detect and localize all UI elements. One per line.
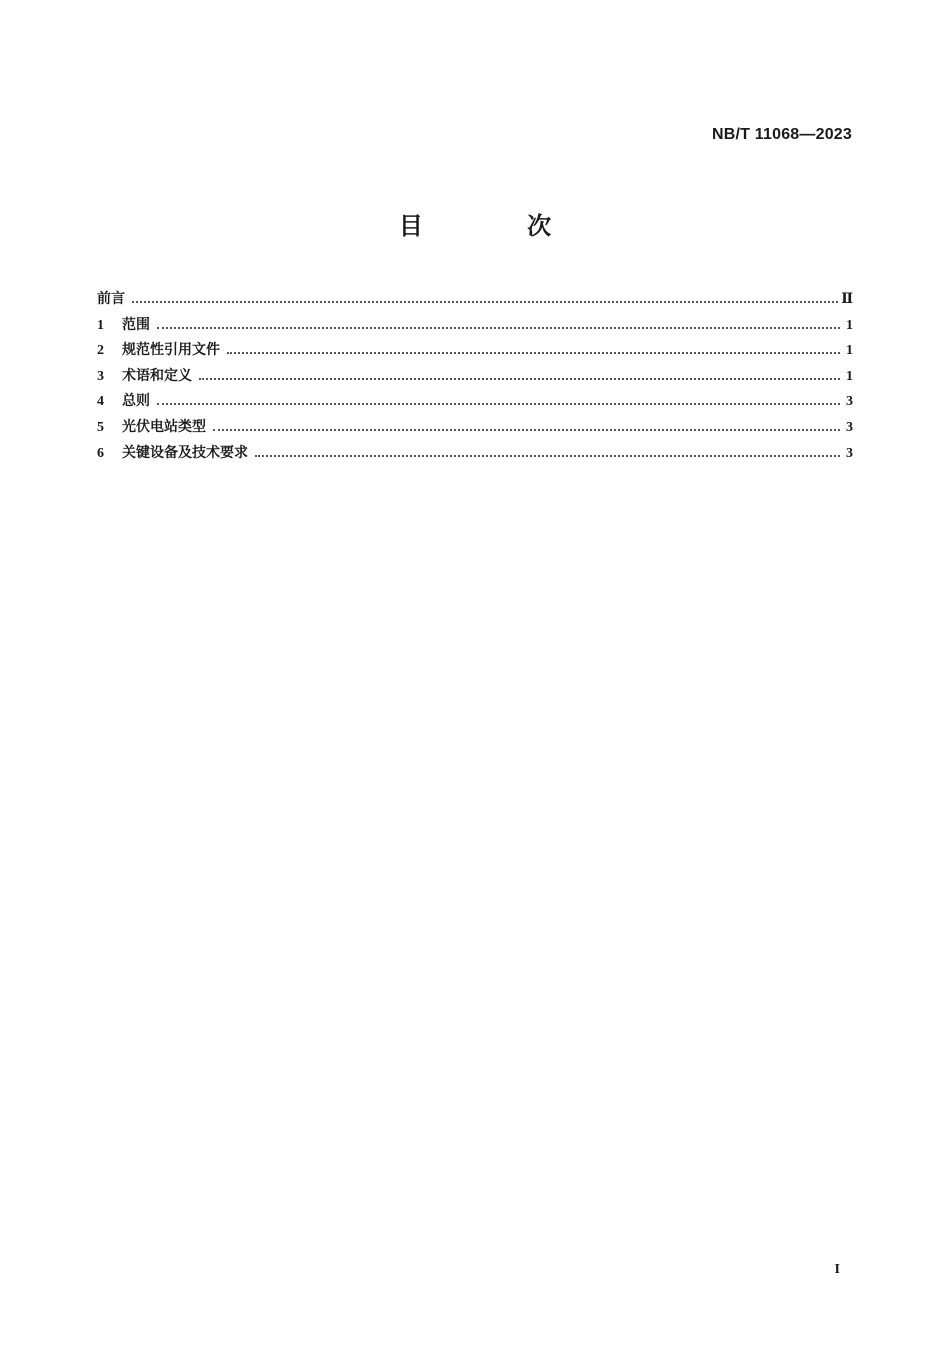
toc-entry-title: 光伏电站类型 [122,418,206,435]
toc-entry-preface[interactable] [97,288,853,314]
toc-leader-dots [199,378,840,380]
toc-entry-number: 4 [97,394,104,410]
page-number: I [834,1262,840,1277]
toc-entry-normative-references[interactable] [97,339,853,365]
toc-entry-page: Ⅱ [841,292,853,307]
toc-entry-page: 3 [846,445,853,461]
toc-entry-page: 3 [846,394,853,410]
toc-entry-pv-station-types[interactable] [97,416,853,442]
toc-entry-general[interactable] [97,390,853,416]
toc-leader-dots [227,352,840,354]
standard-number: NB/T 11068—2023 [712,126,852,143]
toc-entry-number: 6 [97,445,104,461]
toc-entry-number: 3 [97,368,104,384]
toc-leader-dots [157,403,840,405]
toc-leader-dots [132,301,838,303]
toc-entry-title: 前言 [97,291,125,307]
toc-entry-key-equipment[interactable] [97,442,853,468]
toc-entry-title: 规范性引用文件 [122,342,220,359]
toc-entry-title: 总则 [122,393,150,410]
toc-entry-page: 3 [846,419,853,435]
toc-leader-dots [255,455,840,457]
table-of-contents [97,288,853,467]
toc-entry-page: 1 [846,368,853,384]
toc-entry-title: 术语和定义 [122,367,192,384]
toc-entry-terms-definitions[interactable] [97,365,853,391]
toc-entry-title: 范围 [122,316,150,333]
toc-entry-number: 1 [97,317,104,333]
toc-entry-number: 5 [97,419,104,435]
toc-entry-page: 1 [846,343,853,359]
toc-entry-page: 1 [846,317,853,333]
toc-entry-scope[interactable] [97,314,853,340]
toc-entry-number: 2 [97,343,104,359]
toc-entry-title: 关键设备及技术要求 [122,444,248,461]
toc-leader-dots [157,327,840,329]
toc-leader-dots [213,429,840,431]
page-title: 目 次 [398,212,600,240]
